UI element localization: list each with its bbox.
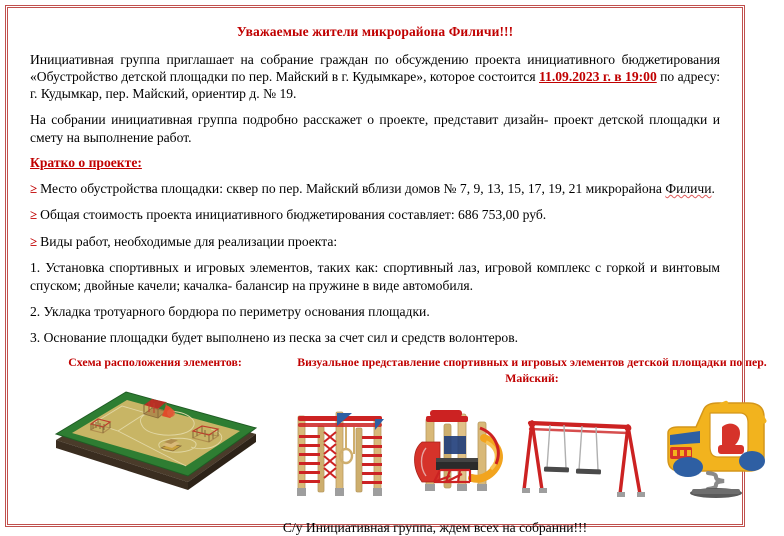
document-body: [8, 8, 767, 535]
bullet-item-cost: [30, 206, 720, 224]
bullet-item-works-text: Виды работ, необходимые для реализации проекта:: [40, 233, 338, 249]
footer-signature: С/у Инициативная группа, ждем всех на собранни!!!: [282, 519, 588, 535]
meeting-date-highlight: 11.09.2023 г. в 19:00: [539, 68, 657, 84]
playground-layout-scheme-image: [30, 377, 280, 497]
paragraph-invitation-text-b: по адресу: г. Кудымкар, пер. Майский, ориентир д. № 19.: [30, 68, 720, 102]
bullet-item-location-highlight: Филичи: [665, 180, 712, 196]
bullet-item-location: [30, 180, 720, 198]
figure-caption-equipment: Визуальное представление спортивных и игровых элементов детской площадки по пер. Майский:: [297, 355, 767, 385]
playground-scheme-svg: [48, 378, 263, 496]
bullet-marker-icon: ≥: [30, 180, 38, 196]
bullet-item-cost-text: Общая стоимость проекта инициативного бюджетирования составляет: 686 753,00 руб.: [40, 207, 547, 223]
equipment-photos-row: [280, 392, 784, 502]
bullet-item-location-text: Место обустройства площадки: сквер по пер. Майский вблизи домов № 7, 9, 13, 15, 17, 19, 21 микрорайона: [40, 180, 666, 196]
paragraph-meeting-details: На собрании инициативная группа подробно расскажет о проекте, представит дизайн- проект детской площадки и смету на выполнение работ.: [30, 112, 720, 145]
numbered-item-2: 2. Укладка тротуарного бордюра по периметру основания площадки.: [30, 303, 430, 319]
bullet-item-works: [30, 233, 720, 251]
numbered-item-3: 3. Основание площадки будет выполнено из песка за счет сил и средств волонтеров.: [30, 330, 519, 346]
paragraph-invitation: [30, 51, 720, 103]
paragraph-invitation-text-a: Инициативная группа приглашает на собрание граждан по обсуждению проекта инициативного бюджетирования «Обустройство детской площадки по пер. Майский в г. Кудымкаре», которое состоится: [30, 51, 720, 84]
bullet-marker-icon: ≥: [30, 207, 38, 223]
play-complex-with-slide-icon: [400, 402, 518, 502]
section-heading-about-project: Кратко о проекте:: [30, 154, 142, 170]
car-spring-rocker-icon: [648, 397, 784, 502]
figure-caption-scheme: Схема расположения элементов:: [68, 355, 242, 370]
numbered-item-1: 1. Установка спортивных и игровых элементов, таких как: спортивный лаз, игровой комплекс с горкой и винтовым спуском; двойные качели; качалка- балансир на пружине в виде автомобиля.: [30, 260, 720, 293]
figure-left-column: [30, 355, 280, 496]
double-swing-icon: [520, 402, 646, 502]
bullet-item-location-suffix: .: [711, 180, 715, 196]
figures-section: [30, 355, 767, 502]
page-title: Уважаемые жители микрорайона Филичи!!!: [236, 24, 514, 39]
figure-right-column: [280, 355, 784, 502]
climbing-frame-icon: [280, 402, 398, 502]
page-border: [5, 5, 767, 535]
bullet-marker-icon: ≥: [30, 233, 38, 249]
